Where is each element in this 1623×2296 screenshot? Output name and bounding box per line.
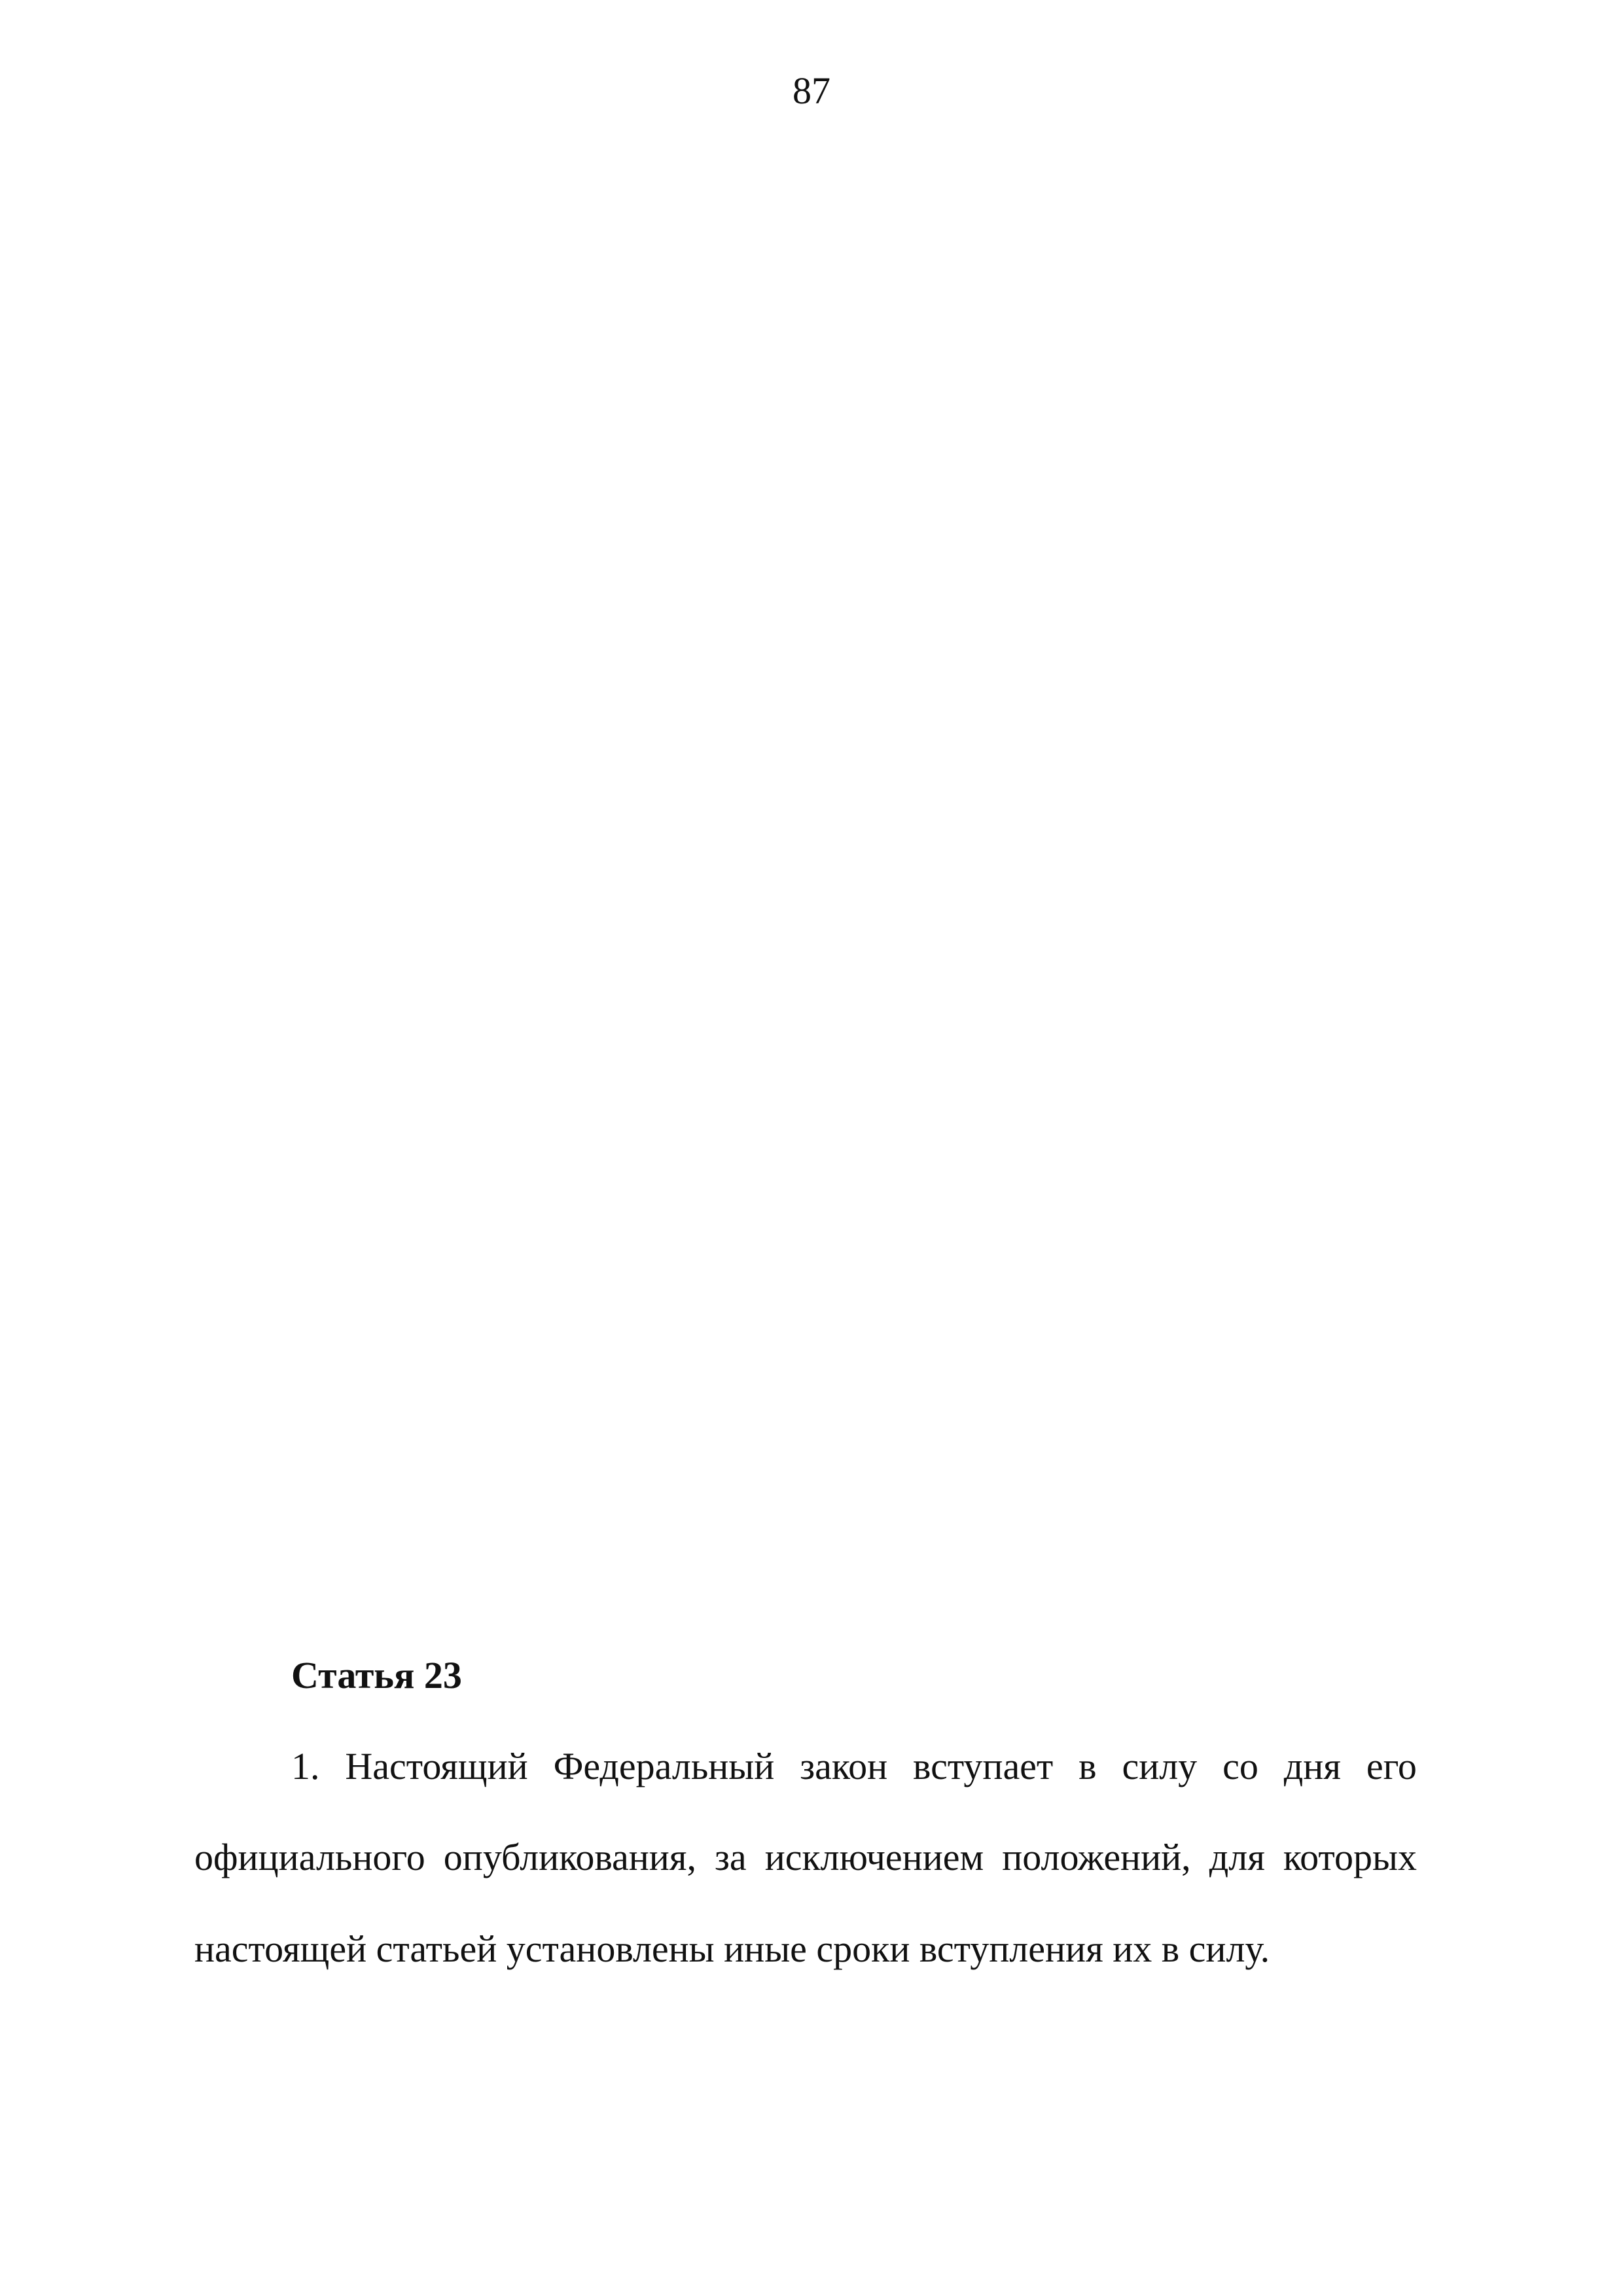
word: за bbox=[715, 1836, 747, 1878]
justified-line bbox=[194, 1744, 1417, 1789]
paragraph-last-line: настоящей статьей установлены иные сроки вступления их в силу. bbox=[194, 1928, 1270, 1970]
word: Федеральный bbox=[553, 1745, 775, 1787]
word: 1. bbox=[291, 1745, 320, 1787]
word: силу bbox=[1122, 1745, 1198, 1787]
paragraph-line-1 bbox=[194, 1744, 1417, 1789]
word: официального bbox=[194, 1836, 425, 1878]
page-number: 87 bbox=[793, 69, 830, 112]
article-heading: Статья 23 bbox=[291, 1654, 462, 1696]
word: дня bbox=[1283, 1745, 1341, 1787]
word: опубликования, bbox=[443, 1836, 696, 1878]
justified-line bbox=[194, 1835, 1417, 1880]
word: исключением bbox=[764, 1836, 984, 1878]
word: положений, bbox=[1002, 1836, 1191, 1878]
word: которых bbox=[1283, 1836, 1417, 1878]
word: его bbox=[1366, 1745, 1417, 1787]
word: для bbox=[1209, 1836, 1265, 1878]
paragraph-line-2 bbox=[194, 1835, 1417, 1880]
word: закон bbox=[800, 1745, 888, 1787]
word: Настоящий bbox=[345, 1745, 528, 1787]
word: в bbox=[1079, 1745, 1097, 1787]
word: вступает bbox=[913, 1745, 1054, 1787]
paragraph-line-3 bbox=[194, 1926, 1417, 1972]
word: со bbox=[1222, 1745, 1258, 1787]
